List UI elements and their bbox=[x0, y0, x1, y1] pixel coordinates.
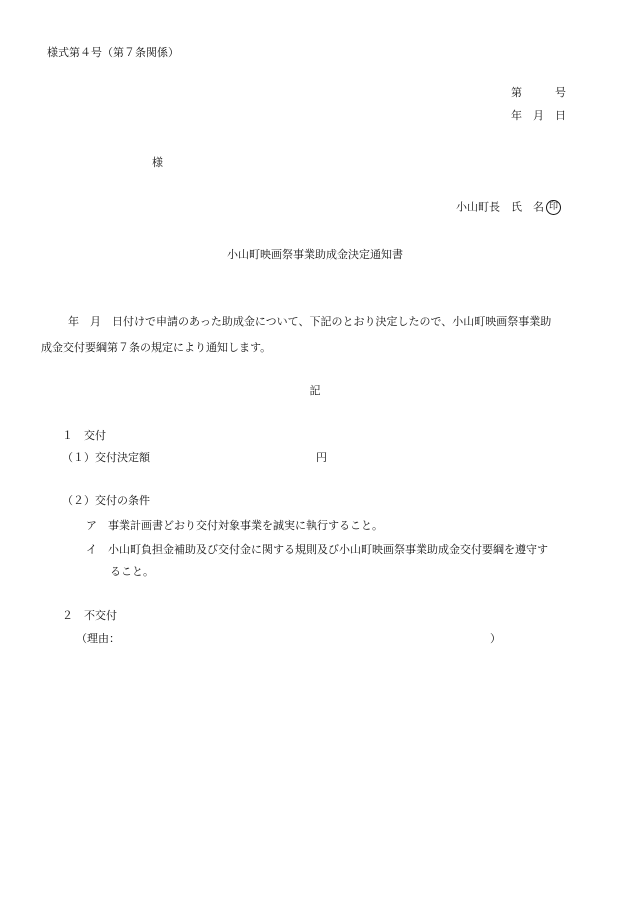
reason-open: （理由： bbox=[76, 632, 120, 645]
document-date-line: 年 月 日 bbox=[511, 109, 566, 122]
reason-close: ） bbox=[490, 632, 501, 645]
grant-amount-unit: 円 bbox=[316, 451, 327, 464]
document-number-line: 第 号 bbox=[511, 86, 566, 99]
condition-a: ア 事業計画書どおり交付対象事業を誠実に執行すること。 bbox=[86, 519, 383, 532]
sender-name: 小山町長 氏 名 bbox=[456, 200, 544, 214]
seal-mark: 印 bbox=[546, 200, 561, 215]
grant-amount-label: （１）交付決定額 bbox=[62, 451, 150, 464]
grant-conditions-label: （２）交付の条件 bbox=[62, 494, 150, 507]
document-title: 小山町映画祭事業助成金決定通知書 bbox=[227, 248, 403, 261]
addressee: 様 bbox=[152, 156, 163, 169]
form-number: 様式第４号（第７条関係） bbox=[47, 46, 179, 59]
section-2-heading: ２ 不交付 bbox=[62, 609, 117, 622]
body-text-line-2: 成金交付要綱第７条の規定により通知します。 bbox=[41, 341, 272, 354]
ki-heading: 記 bbox=[309, 384, 321, 397]
condition-i-line-1: イ 小山町負担金補助及び交付金に関する規則及び小山町映画祭事業助成金交付要綱を遵守す bbox=[86, 543, 548, 556]
body-text-line-1: 年 月 日付けで申請のあった助成金について、下記のとおり決定したので、小山町映画祭事業助 bbox=[68, 315, 552, 328]
section-1-heading: １ 交付 bbox=[62, 429, 106, 442]
condition-i-line-2: ること。 bbox=[110, 565, 154, 578]
sender-line bbox=[456, 200, 561, 215]
